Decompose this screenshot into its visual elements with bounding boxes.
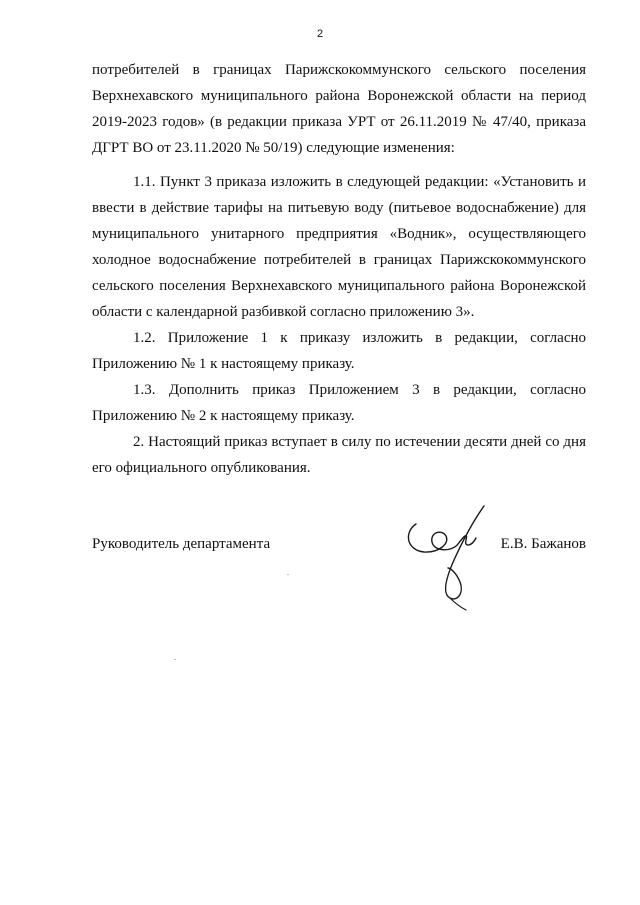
text-line: области с календарной разбивкой согласно приложению 3». <box>92 304 475 320</box>
paragraph-clause-2 <box>92 429 586 481</box>
paragraph-intro-continuation <box>92 57 586 161</box>
text-line: ДГРТ ВО от 23.11.2020 № 50/19) следующие изменения: <box>92 140 455 156</box>
text-line: холодное водоснабжение потребителей в границах Парижскокоммунского <box>92 252 586 268</box>
text-line: 1.1. Пункт 3 приказа изложить в следующей редакции: «Установить и <box>133 174 586 190</box>
order-body <box>92 57 586 481</box>
text-line: Верхнехавского муниципального района Воронежской области на период <box>92 88 586 104</box>
text-line: 1.2. Приложение 1 к приказу изложить в редакции, согласно <box>133 330 586 346</box>
scan-speck <box>174 659 176 660</box>
signatory-name: Е.В. Бажанов <box>500 536 586 552</box>
text-line: 1.3. Дополнить приказ Приложением 3 в редакции, согласно <box>133 382 586 398</box>
text-line: Приложению № 2 к настоящему приказу. <box>92 408 355 424</box>
text-line: потребителей в границах Парижскокоммунского сельского поселения <box>92 62 586 78</box>
paragraph-clause-1-3 <box>92 377 586 429</box>
paragraph-clause-1-2 <box>92 325 586 377</box>
handwritten-signature <box>402 502 490 612</box>
page-number: 2 <box>316 28 324 40</box>
signatory-position: Руководитель департамента <box>92 536 271 552</box>
text-line: его официального опубликования. <box>92 460 311 476</box>
text-line: 2019-2023 годов» (в редакции приказа УРТ от 26.11.2019 № 47/40, приказа <box>92 114 586 130</box>
scan-speck <box>287 574 289 575</box>
text-line: сельского поселения Верхнехавского муниципального района Воронежской <box>92 278 586 294</box>
text-line: 2. Настоящий приказ вступает в силу по истечении десяти дней со дня <box>133 434 586 450</box>
text-line: Приложению № 1 к настоящему приказу. <box>92 356 355 372</box>
signature-block <box>92 536 586 560</box>
text-line: ввести в действие тарифы на питьевую воду (питьевое водоснабжение) для <box>92 200 586 216</box>
paragraph-clause-1-1 <box>92 169 586 325</box>
text-line: муниципального унитарного предприятия «Водник», осуществляющего <box>92 226 586 242</box>
